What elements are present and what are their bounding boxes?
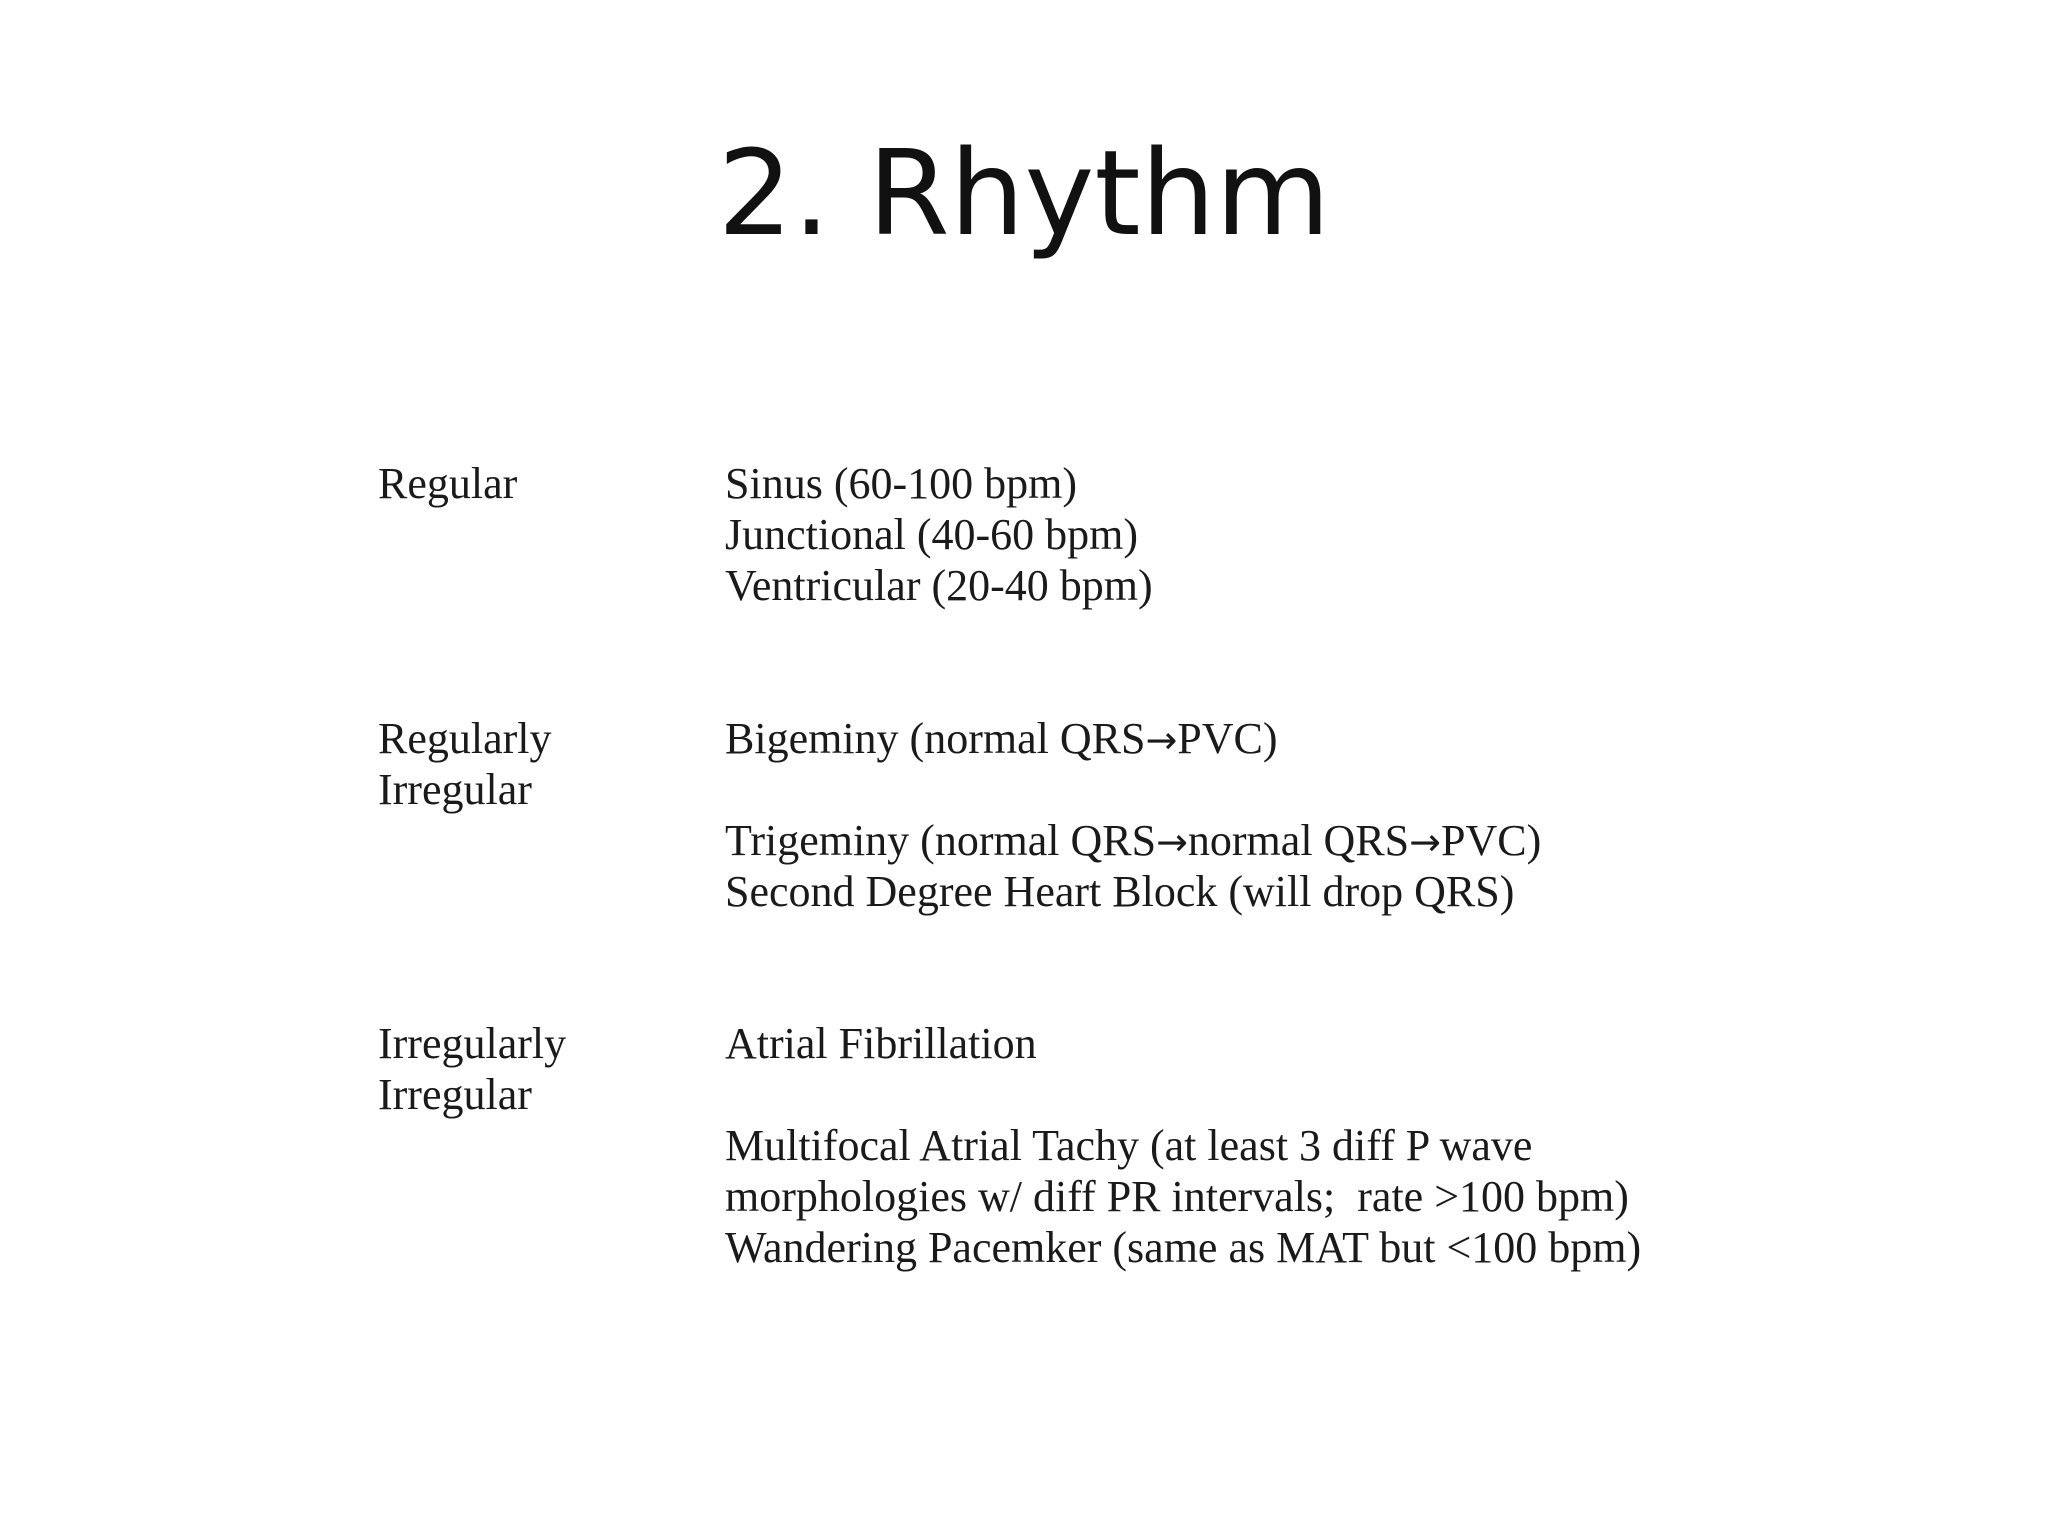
group-items — [725, 1018, 1825, 1273]
group-items — [725, 458, 1825, 611]
group-items — [725, 713, 1825, 917]
group-label-line: Regular — [378, 459, 518, 508]
right-arrow-icon: → — [1145, 718, 1178, 762]
group-label-line: Irregular — [378, 1070, 532, 1119]
rhythm-item-mat-line-2: morphologies w/ diff PR intervals; rate >100 bpm) — [725, 1172, 1629, 1221]
rhythm-item-junctional: Junctional (40-60 bpm) — [725, 510, 1139, 559]
rhythm-item-second-degree-block: Second Degree Heart Block (will drop QRS) — [725, 867, 1515, 916]
right-arrow-icon: → — [1409, 820, 1441, 864]
spacer — [725, 764, 1825, 815]
group-label — [378, 1018, 698, 1120]
rhythm-item-sinus: Sinus (60-100 bpm) — [725, 459, 1077, 508]
rhythm-item-wandering-pacemaker: Wandering Pacemker (same as MAT but <100 bpm) — [725, 1223, 1642, 1272]
group-label — [378, 458, 698, 509]
rhythm-item-trigeminy: Trigeminy (normal QRS→normal QRS→PVC) — [725, 816, 1542, 865]
right-arrow-icon: → — [1156, 820, 1188, 864]
rhythm-item-atrial-fibrillation: Atrial Fibrillation — [725, 1019, 1037, 1068]
group-label-line: Irregularly — [378, 1019, 567, 1068]
rhythm-item-mat-line-1: Multifocal Atrial Tachy (at least 3 diff P wave — [725, 1121, 1533, 1170]
rhythm-item-ventricular: Ventricular (20-40 bpm) — [725, 561, 1153, 610]
group-label — [378, 713, 698, 815]
group-label-line: Irregular — [378, 765, 532, 814]
spacer — [725, 1069, 1825, 1120]
slide-title: 2. Rhythm — [717, 124, 1331, 262]
rhythm-item-bigeminy: Bigeminy (normal QRS→PVC) — [725, 714, 1278, 763]
group-label-line: Regularly — [378, 714, 552, 763]
